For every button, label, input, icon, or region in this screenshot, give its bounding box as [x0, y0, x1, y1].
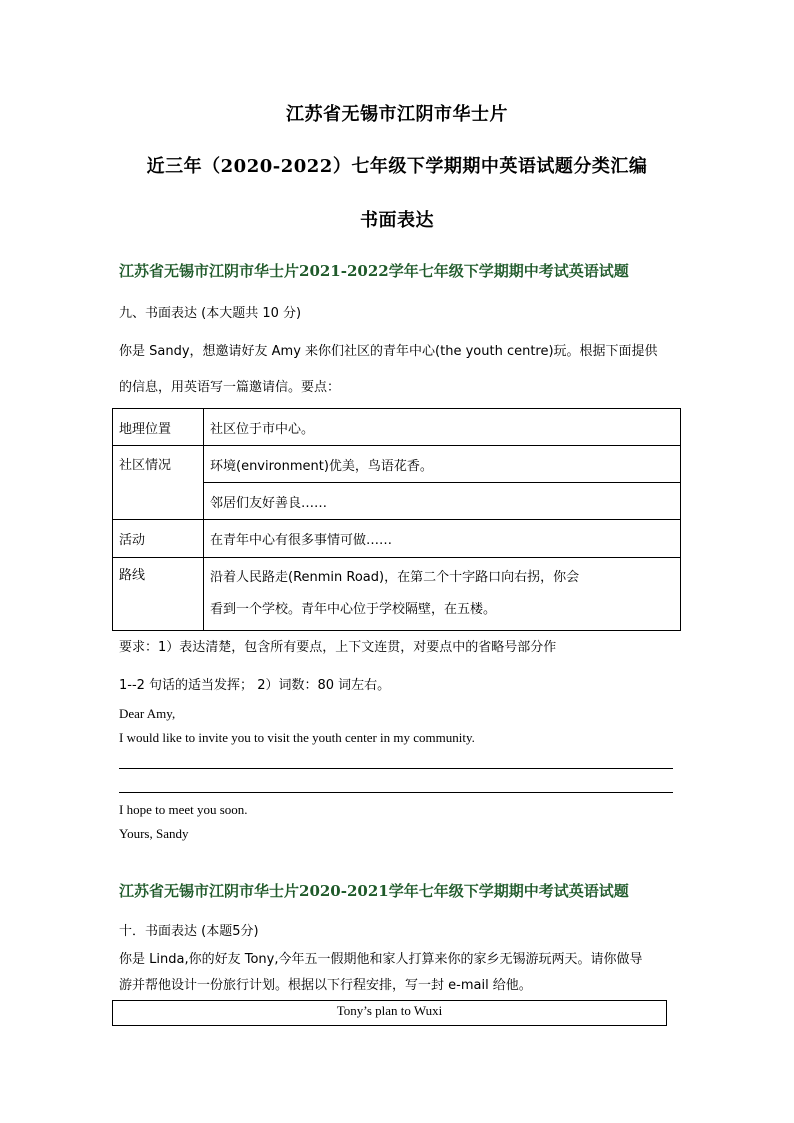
plan-table-header: Tony’s plan to Wuxi: [112, 1000, 667, 1026]
table-value-cell: 在青年中心有很多事情可做……: [204, 520, 681, 558]
section-title-2021-2022: 江苏省无锡市江阴市华士片2021-2022学年七年级下学期期中考试英语试题: [119, 262, 629, 280]
prompt-line: 你是 Sandy，想邀请好友 Amy 来你们社区的青年中心(the youth centre)玩。根据下面提供: [119, 344, 658, 359]
table-row: [113, 558, 681, 631]
table-value-cell: [204, 558, 681, 631]
table-key-cell: 路线: [113, 558, 204, 631]
route-line: 沿着人民路走(Renmin Road)，在第二个十字路口向右拐，你会: [210, 570, 580, 585]
document-topic: 书面表达: [360, 210, 434, 231]
writing-line: [119, 768, 673, 769]
document-subtitle: 近三年（2020-2022）七年级下学期期中英语试题分类汇编: [146, 156, 648, 177]
table-row: [113, 446, 681, 483]
table-row: [113, 409, 681, 446]
table-row: [113, 520, 681, 558]
letter-opening: I would like to invite you to visit the youth center in my community.: [119, 730, 475, 745]
letter-signature: Yours, Sandy: [119, 826, 189, 841]
table-value-cell: 邻居们友好善良……: [204, 483, 681, 520]
prompt-line: 的信息，用英语写一篇邀请信。要点：: [119, 380, 341, 395]
writing-line: [119, 792, 673, 793]
table-value-cell: 环境(environment)优美，鸟语花香。: [204, 446, 681, 483]
question-heading: 九、书面表达 (本大题共 10 分): [119, 306, 302, 321]
route-line: 看到一个学校。青年中心位于学校隔壁，在五楼。: [210, 602, 497, 617]
letter-greeting: Dear Amy,: [119, 706, 176, 721]
letter-closing: I hope to meet you soon.: [119, 802, 248, 817]
key-points-table: [112, 408, 681, 631]
question-heading: 十．书面表达 (本题5分): [119, 924, 259, 939]
table-key-cell: 地理位置: [113, 409, 204, 446]
table-key-cell: 社区情况: [113, 446, 204, 520]
document-title: 江苏省无锡市江阴市华士片: [286, 104, 508, 125]
table-key-cell: 活动: [113, 520, 204, 558]
table-value-cell: 社区位于市中心。: [204, 409, 681, 446]
prompt-line: 你是 Linda,你的好友 Tony,今年五一假期他和家人打算来你的家乡无锡游玩两天。请你做导: [119, 952, 643, 967]
requirement-line: 要求：1）表达清楚，包含所有要点，上下文连贯，对要点中的省略号部分作: [119, 640, 557, 655]
requirement-line: 1--2 句话的适当发挥； 2）词数：80 词左右。: [119, 678, 391, 693]
section-title-2020-2021: 江苏省无锡市江阴市华士片2020-2021学年七年级下学期期中考试英语试题: [119, 882, 629, 900]
prompt-line: 游并帮他设计一份旅行计划。根据以下行程安排，写一封 e-mail 给他。: [119, 978, 532, 993]
